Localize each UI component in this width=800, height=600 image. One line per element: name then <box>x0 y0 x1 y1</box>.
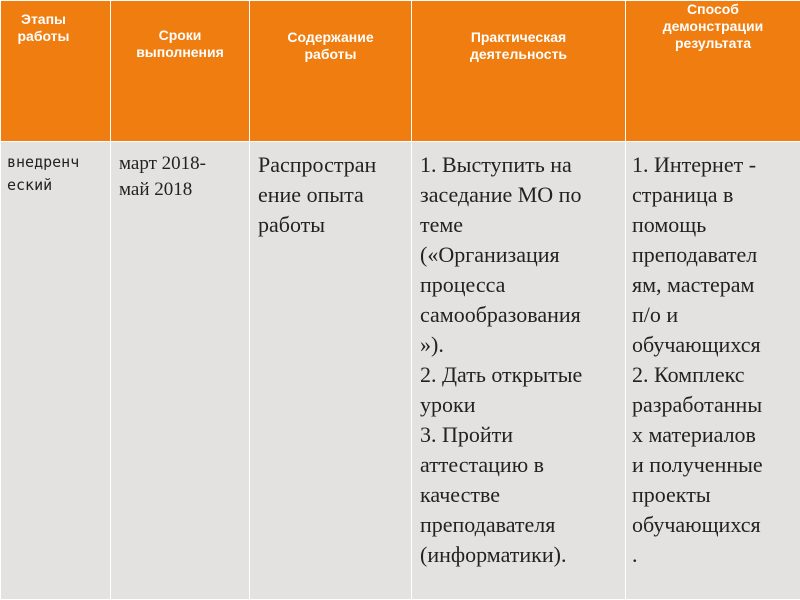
cell-text: ям, мастерам <box>632 272 755 297</box>
cell-text: Распростран <box>258 152 377 177</box>
cell-text: 1. Интернет - <box>632 152 757 177</box>
table-row <box>1 142 800 600</box>
cell-text: ение опыта <box>258 182 364 207</box>
cell-text: (информатики). <box>420 542 567 567</box>
cell-text: март 2018- <box>119 153 206 174</box>
header-text: работы <box>17 28 70 44</box>
header-text: работы <box>304 46 357 62</box>
cell-practice <box>412 142 626 600</box>
cell-text: и полученные <box>632 452 763 477</box>
header-text: Содержание <box>287 29 374 45</box>
header-text: деятельность <box>469 46 568 62</box>
cell-text: самообразования <box>420 302 581 327</box>
cell-text: преподавателя <box>420 512 556 537</box>
cell-text: работы <box>258 212 326 237</box>
cell-text: 3. Пройти <box>420 422 514 447</box>
cell-text: проекты <box>632 482 711 507</box>
cell-result <box>626 142 800 600</box>
header-row <box>1 1 800 142</box>
header-stages <box>1 1 111 142</box>
cell-text: уроки <box>420 392 476 417</box>
cell-text: помощь <box>632 212 707 237</box>
header-text: Практическая <box>470 29 567 45</box>
header-content <box>250 1 412 142</box>
header-text: демонстрации <box>662 18 764 34</box>
cell-text: »). <box>420 332 444 357</box>
cell-text: обучающихся <box>632 512 761 537</box>
header-text: Способ <box>687 1 739 17</box>
cell-text: теме <box>420 212 464 237</box>
cell-text: («Организация <box>420 242 560 267</box>
header-text: результата <box>674 35 752 51</box>
cell-content <box>250 142 412 600</box>
cell-text: заседание МО по <box>420 182 582 207</box>
header-text: Сроки <box>158 27 202 43</box>
cell-text: еский <box>7 176 53 194</box>
cell-text: разработанны <box>632 392 763 417</box>
cell-text: . <box>632 542 638 567</box>
cell-dates <box>111 142 250 600</box>
cell-text: 2. Дать открытые <box>420 362 583 387</box>
header-text: выполнения <box>136 44 224 60</box>
header-text: Этапы <box>20 11 66 27</box>
cell-text: страница в <box>632 182 734 207</box>
cell-text: 1. Выступить на <box>420 152 572 177</box>
cell-text: май 2018 <box>119 179 193 200</box>
cell-stage <box>1 142 111 600</box>
header-practice <box>412 1 626 142</box>
cell-text: процесса <box>420 272 506 297</box>
cell-text: обучающихся <box>632 332 761 357</box>
header-deadlines <box>111 1 250 142</box>
cell-text: преподавател <box>632 242 758 267</box>
cell-text: качестве <box>420 482 501 507</box>
cell-text: аттестацию в <box>420 452 545 477</box>
cell-text: 2. Комплекс <box>632 362 745 387</box>
cell-text: х материалов <box>632 422 756 447</box>
header-result-method <box>626 1 800 142</box>
cell-text: п/о и <box>632 302 679 327</box>
cell-text: внедренч <box>7 153 80 171</box>
